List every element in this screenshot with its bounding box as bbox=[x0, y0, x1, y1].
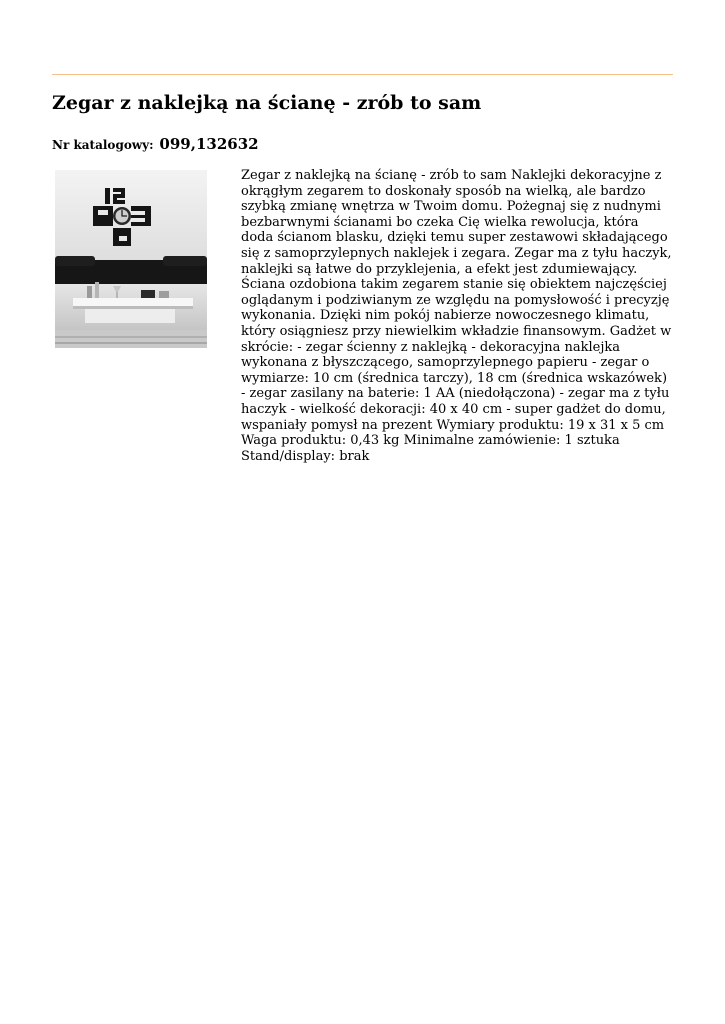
catalog-label: Nr katalogowy: bbox=[52, 138, 154, 152]
catalog-number: 099,132632 bbox=[159, 135, 259, 153]
catalog-number-row bbox=[52, 135, 259, 153]
product-image bbox=[55, 170, 207, 348]
clock-sticker-room-photo bbox=[55, 170, 207, 348]
page-title: Zegar z naklejką na ścianę - zrób to sam bbox=[52, 92, 482, 114]
product-description: Zegar z naklejką na ścianę - zrób to sam Naklejki dekoracyjne z okrągłym zegarem to doskonały sposób na wielką, ale bardzo szybką zmianę wnętrza w Twoim domu. Pożegnaj się z nudnymi bezbarwnymi ścianami bo czeka Cię wielka rewolucja, która doda ścianom blasku, dzięki temu super zestawowi składającego się z samoprzylepnych naklejek i zegara. Zegar ma z tyłu haczyk, naklejki są łatwe do przyklejenia, a efekt jest zdumiewający. Ściana ozdobiona takim zegarem stanie się obiektem najczęściej oglądanym i podziwianym ze względu na pomysłowość i precyzję wykonania. Dzięki nim pokój nabierze nowoczesnego klimatu, który osiągniesz przy niewielkim wkładzie finansowym. Gadżet w skrócie: - zegar ścienny z naklejką - dekoracyjna naklejka wykonana z błyszczącego, samoprzylepnego papieru - zegar o wymiarze: 10 cm (średnica tarczy), 18 cm (średnica wskazówek) - zegar zasilany na baterie: 1 AA (niedołączona) - zegar ma z tyłu haczyk - wielkość dekoracji: 40 x 40 cm - super gadżet do domu, wspaniały pomysł na prezent Wymiary produktu: 19 x 31 x 5 cm Waga produktu: 0,43 kg Minimalne zamówienie: 1 sztuka Stand/display: brak bbox=[241, 168, 672, 464]
header-divider bbox=[52, 74, 673, 75]
